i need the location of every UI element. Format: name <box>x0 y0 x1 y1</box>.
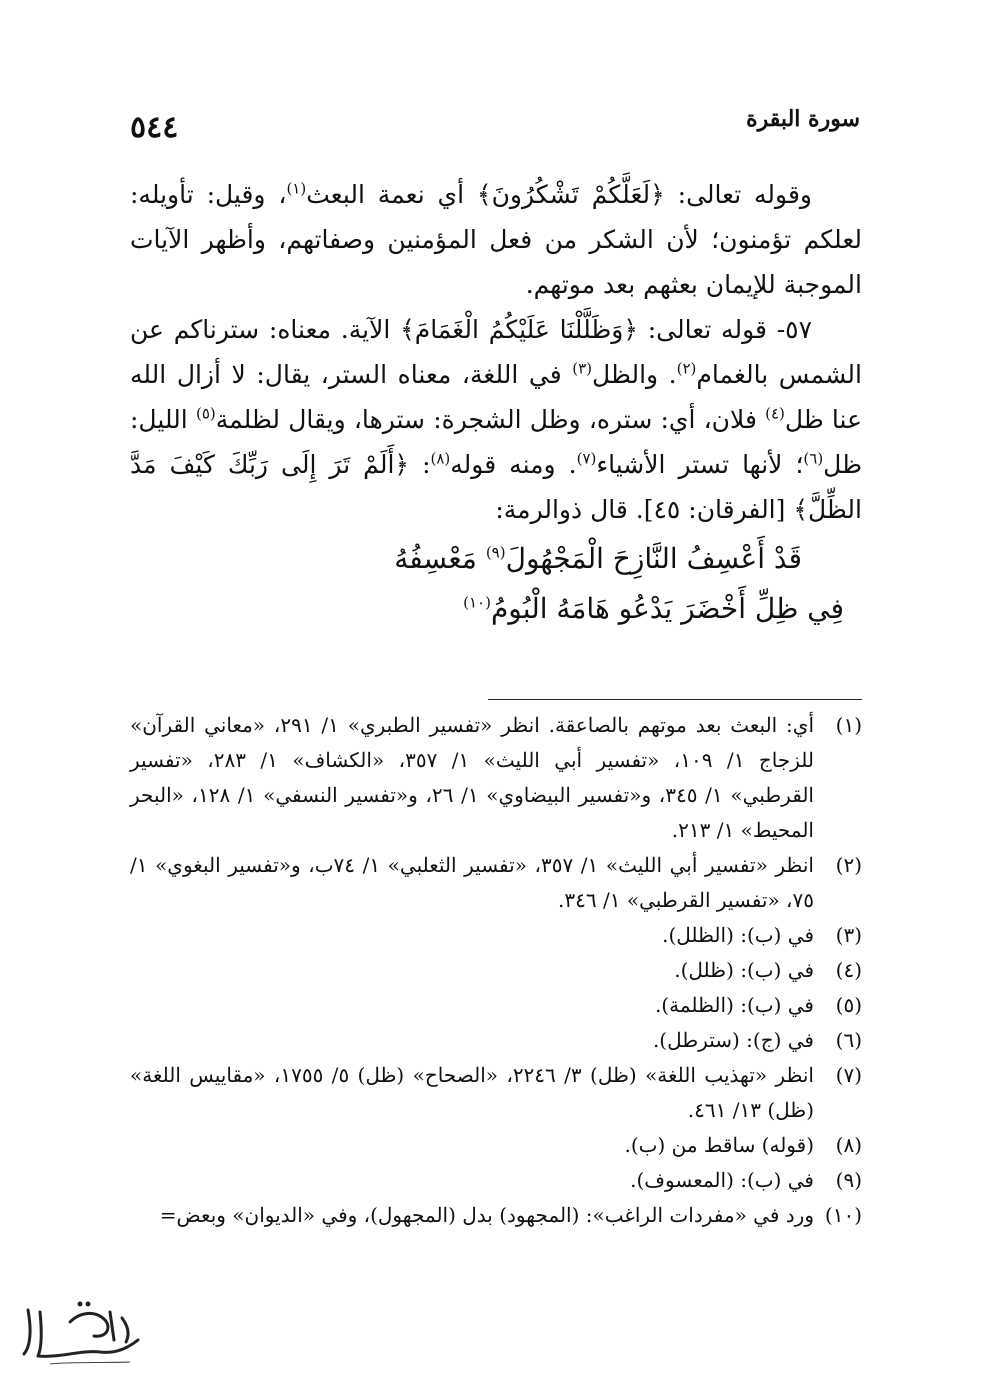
surah-title: سورة البقرة <box>746 106 860 132</box>
footnote-text: في (ب): (المعسوف). <box>630 1168 814 1192</box>
text-run: وقوله تعالى: <box>664 180 812 209</box>
poem-line-2 <box>130 584 862 634</box>
footnote-ref-3[interactable]: (٣) <box>572 359 593 378</box>
text-run: . والظل <box>592 360 677 389</box>
footnote-number: (٣) <box>835 923 862 947</box>
footnote-text: ورد في «مفردات الراغب»: (المجهود) بدل (المجهول)، وفي «الديوان» وبعض= <box>159 1203 814 1227</box>
text-run: مَعْسِفُهُ <box>394 542 486 575</box>
text-run: . ومنه قوله <box>450 450 577 479</box>
text-run: قَدْ أَعْسِفُ النَّازِحَ الْمَجْهُولَ <box>505 542 802 575</box>
footnote-ref-4[interactable]: (٤) <box>765 404 785 423</box>
footnote <box>130 848 862 918</box>
text-run: ، وقيل: تأويله: لعلكم تؤمنون؛ لأن الشكر من فعل المؤمنين وصفاتهم، وأظهر الآيات الموجبة للإيمان بعثهم بعد موتهم. <box>130 180 862 299</box>
footnote <box>130 708 862 848</box>
footnote <box>130 988 862 1023</box>
text-run: ٥٧- قوله تعالى: <box>637 315 813 344</box>
poem <box>130 534 862 634</box>
footnote-number: (١٠) <box>824 1203 862 1227</box>
footnote-number: (٤) <box>835 958 862 982</box>
quran-verse: ﴿أَلَمْ تَرَ إِلَى رَبِّكَ كَيْفَ مَدَّ الظِّلَّ﴾ <box>130 450 862 524</box>
text-run: [الفرقان: ٤٥]. قال ذوالرمة: <box>495 495 794 524</box>
footnote <box>130 1163 862 1198</box>
footnote-number: (٩) <box>835 1168 862 1192</box>
footnote-text: انظر «تهذيب اللغة» (ظل) ٣/ ٢٢٤٦، «الصحاح» (ظل) ٥/ ١٧٥٥، «مقاييس اللغة» (ظل) ١٣/ ٤٦١. <box>130 1063 814 1122</box>
text-run: الليل: ظل <box>130 405 863 479</box>
footnote-text: في (ب): (ظلل). <box>674 958 814 982</box>
footnote-text: أي: البعث بعد موتهم بالصاعقة. انظر «تفسير الطبري» ١/ ٢٩١، «معاني القرآن» للزجاج ١/ ١٠٩، «تفسير أبي الليث» ١/ ٣٥٧، «الكشاف» ١/ ٢٨٣، «تفسير القرطبي» ١/ ٣٤٥، و«تفسير البيضاوي» ١/ ٢٦، و«تفسير النسفي» ١/ ١٢٨، «البحر المحيط» ١/ ٢١٣. <box>130 713 815 842</box>
text-run: في اللغة، معناه الستر، يقال: لا أزال الله عنا ظل <box>130 360 863 434</box>
footnote-ref-2[interactable]: (٢) <box>676 359 697 378</box>
almoshahir-logo-icon <box>10 1292 150 1372</box>
paragraph-2 <box>130 307 862 532</box>
footnote <box>130 953 862 988</box>
footnote-ref-1[interactable]: (١) <box>286 179 307 198</box>
footnote <box>130 1198 862 1233</box>
text-run: أي نعمة البعث <box>306 180 477 209</box>
footnotes <box>130 708 862 1233</box>
footnote-text: في (ب): (الظلل). <box>662 923 814 947</box>
footnote-text: في (ج): (سترطل). <box>652 1028 814 1052</box>
page-header <box>130 98 860 148</box>
text-run: ؛ لأنها تستر الأشياء <box>596 450 804 479</box>
footnote-ref-9[interactable]: (٩) <box>485 543 506 562</box>
footnote-number: (٧) <box>835 1063 862 1087</box>
footnote-text: (قوله) ساقط من (ب). <box>624 1133 814 1157</box>
paragraph-1 <box>130 172 862 307</box>
text-run: فِي ظِلِّ أَخْضَرَ يَدْعُو هَامَهُ الْبُومُ <box>490 592 844 625</box>
main-text <box>130 172 862 634</box>
footnote-ref-10[interactable]: (١٠) <box>463 593 491 612</box>
text-run: : <box>409 450 431 479</box>
footnote-ref-8[interactable]: (٨) <box>430 449 451 468</box>
footnote-ref-7[interactable]: (٧) <box>576 449 597 468</box>
page-number: ٥٤٤ <box>130 110 179 145</box>
footnote-divider <box>488 699 862 700</box>
poem-line-1 <box>130 534 862 584</box>
footnote <box>130 1023 862 1058</box>
footnote-number: (٥) <box>835 993 862 1017</box>
text-run: فلان، أي: ستره، وظل الشجرة: سترها، ويقال لظلمة <box>215 405 766 434</box>
footnote-number: (٦) <box>835 1028 862 1052</box>
footnote-text: في (ب): (الظلمة). <box>654 993 814 1017</box>
footnote-number: (٢) <box>835 853 862 877</box>
quran-verse: ﴿وَظَلَّلْنَا عَلَيْكُمُ الْغَمَامَ﴾ <box>400 315 638 344</box>
footnote-text: انظر «تفسير أبي الليث» ١/ ٣٥٧، «تفسير الثعلبي» ١/ ٧٤ب، و«تفسير البغوي» ١/ ٧٥، «تفسير القرطبي» ١/ ٣٤٦. <box>130 853 814 912</box>
footnote <box>130 1128 862 1163</box>
footnote <box>130 1058 862 1128</box>
footnote-ref-5[interactable]: (٥) <box>195 404 216 423</box>
text-run: الآية. معناه: سترناكم عن الشمس بالغمام <box>130 315 862 389</box>
quran-verse: ﴿لَعَلَّكُمْ تَشْكُرُونَ﴾ <box>476 180 665 209</box>
footnote-number: (٨) <box>835 1133 862 1157</box>
footnote <box>130 918 862 953</box>
footnote-ref-6[interactable]: (٦) <box>803 449 824 468</box>
footnote-number: (١) <box>835 713 862 737</box>
